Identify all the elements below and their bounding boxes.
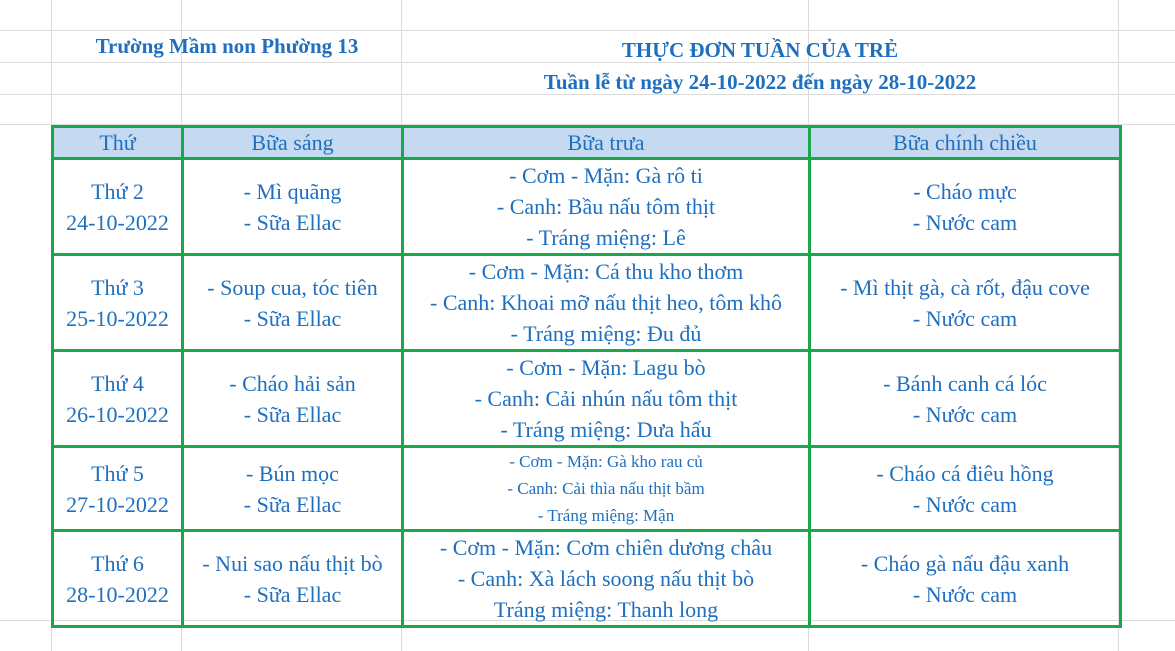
lunch-cell[interactable] — [403, 159, 810, 255]
school-name: Trường Mầm non Phường 13 — [95, 34, 359, 58]
breakfast-item: - Cháo hải sản — [229, 370, 356, 396]
breakfast-cell[interactable] — [183, 447, 403, 531]
lunch-item: - Canh: Khoai mỡ nấu thịt heo, tôm khô — [430, 290, 782, 315]
day-cell[interactable] — [53, 255, 183, 351]
day-label: Thứ 3 — [91, 274, 144, 300]
lunch-item: - Cơm - Mặn: Gà kho rau củ — [509, 452, 703, 471]
afternoon-cell[interactable] — [810, 531, 1121, 627]
day-label: Thứ 5 — [91, 460, 144, 486]
breakfast-cell[interactable] — [183, 351, 403, 447]
afternoon-cell[interactable] — [810, 255, 1121, 351]
title-line-1: THỰC ĐƠN TUẦN CỦA TRẺ — [621, 38, 899, 62]
lunch-item: - Tráng miệng: Lê — [526, 225, 686, 250]
breakfast-item: - Soup cua, tóc tiên — [207, 274, 378, 300]
lunch-item: - Canh: Cải thìa nấu thịt bầm — [507, 479, 705, 498]
afternoon-item: - Nước cam — [912, 491, 1018, 517]
lunch-item: - Tráng miệng: Dưa hấu — [500, 417, 712, 442]
breakfast-cell[interactable] — [183, 159, 403, 255]
day-cell[interactable] — [53, 447, 183, 531]
menu-title — [402, 34, 1118, 98]
breakfast-item: - Bún mọc — [246, 460, 339, 486]
lunch-cell[interactable] — [403, 351, 810, 447]
table-row — [53, 255, 1121, 351]
day-date: 28-10-2022 — [66, 581, 169, 607]
lunch-item: - Cơm - Mặn: Lagu bò — [506, 355, 706, 380]
lunch-item: - Tráng miệng: Đu đủ — [510, 321, 702, 346]
day-cell[interactable] — [53, 159, 183, 255]
col-header-afternoon[interactable]: Bữa chính chiều — [810, 127, 1121, 159]
breakfast-item: - Nui sao nấu thịt bò — [202, 550, 383, 576]
lunch-item: - Cơm - Mặn: Cá thu kho thơm — [468, 259, 744, 284]
day-label: Thứ 4 — [91, 370, 144, 396]
day-label: Thứ 2 — [91, 178, 144, 204]
afternoon-item: - Nước cam — [912, 401, 1018, 427]
afternoon-item: - Cháo cá điêu hồng — [876, 460, 1054, 486]
afternoon-item: - Mì thịt gà, cà rốt, đậu cove — [840, 274, 1090, 300]
afternoon-item: - Cháo gà nấu đậu xanh — [860, 550, 1070, 576]
afternoon-item: - Nước cam — [912, 305, 1018, 331]
lunch-item: Tráng miệng: Thanh long — [493, 597, 719, 622]
header-row — [53, 127, 1121, 159]
breakfast-cell[interactable] — [183, 255, 403, 351]
table-row — [53, 351, 1121, 447]
lunch-cell[interactable] — [403, 255, 810, 351]
lunch-cell[interactable] — [403, 447, 810, 531]
breakfast-item: - Mì quãng — [243, 178, 342, 204]
lunch-item: - Cơm - Mặn: Cơm chiên dương châu — [439, 535, 773, 560]
day-date: 25-10-2022 — [66, 305, 169, 331]
col-header-breakfast[interactable]: Bữa sáng — [183, 127, 403, 159]
table-row — [53, 531, 1121, 627]
table-row — [53, 447, 1121, 531]
breakfast-item: - Sữa Ellac — [243, 209, 342, 235]
day-date: 26-10-2022 — [66, 401, 169, 427]
breakfast-item: - Sữa Ellac — [243, 401, 342, 427]
day-label: Thứ 6 — [91, 550, 144, 576]
lunch-item: - Tráng miệng: Mận — [537, 506, 675, 525]
afternoon-cell[interactable] — [810, 351, 1121, 447]
day-date: 27-10-2022 — [66, 491, 169, 517]
lunch-cell[interactable] — [403, 531, 810, 627]
weekly-menu-table — [51, 125, 1122, 628]
afternoon-cell[interactable] — [810, 159, 1121, 255]
col-header-day[interactable]: Thứ — [53, 127, 183, 159]
breakfast-cell[interactable] — [183, 531, 403, 627]
afternoon-item: - Cháo mực — [913, 178, 1017, 204]
col-header-lunch[interactable]: Bữa trưa — [403, 127, 810, 159]
day-cell[interactable] — [53, 351, 183, 447]
table-row — [53, 159, 1121, 255]
afternoon-item: - Bánh canh cá lóc — [883, 370, 1047, 396]
day-date: 24-10-2022 — [66, 209, 169, 235]
breakfast-item: - Sữa Ellac — [243, 581, 342, 607]
breakfast-item: - Sữa Ellac — [243, 491, 342, 517]
afternoon-cell[interactable] — [810, 447, 1121, 531]
day-cell[interactable] — [53, 531, 183, 627]
title-line-2: Tuần lễ từ ngày 24-10-2022 đến ngày 28-10-2022 — [543, 70, 977, 94]
lunch-item: - Canh: Xà lách soong nấu thịt bò — [457, 566, 755, 591]
lunch-item: - Canh: Bầu nấu tôm thịt — [496, 194, 716, 219]
lunch-item: - Canh: Cải nhún nấu tôm thịt — [474, 386, 738, 411]
afternoon-item: - Nước cam — [912, 209, 1018, 235]
breakfast-item: - Sữa Ellac — [243, 305, 342, 331]
afternoon-item: - Nước cam — [912, 581, 1018, 607]
lunch-item: - Cơm - Mặn: Gà rô ti — [509, 163, 703, 188]
